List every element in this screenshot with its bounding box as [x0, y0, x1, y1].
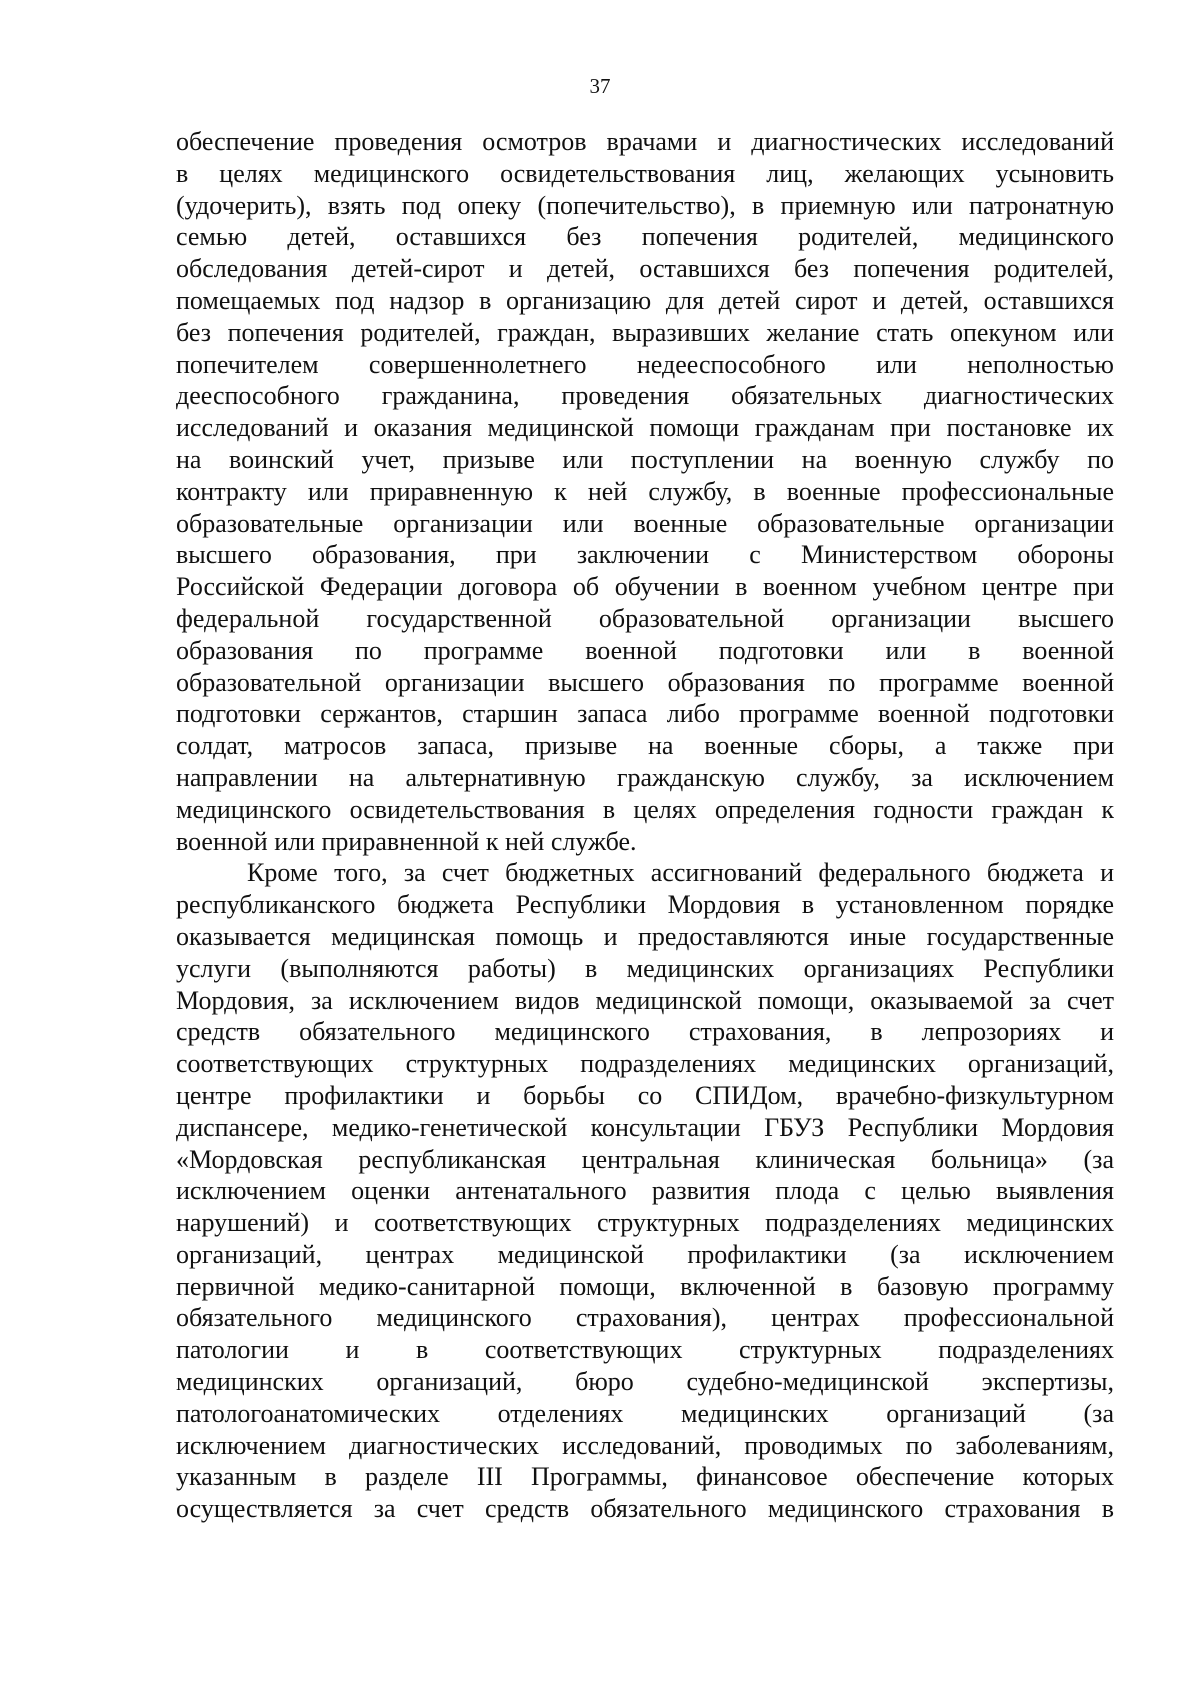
text-line: направлении на альтернативную гражданскую службу, за исключением	[176, 762, 1114, 792]
text-line: республиканского бюджета Республики Мордовия в установленном порядке	[176, 890, 1114, 920]
paragraph	[176, 857, 1114, 1525]
text-line: обязательного медицинского страхования), центрах профессиональной	[176, 1303, 1114, 1333]
text-line: в целях медицинского освидетельствования лиц, желающих усыновить	[176, 158, 1114, 188]
text-line: исключением оценки антенатального развития плода с целью выявления	[176, 1176, 1114, 1206]
text-line: медицинских организаций, бюро судебно-медицинской экспертизы,	[176, 1367, 1114, 1397]
text-line: федеральной государственной образовательной организации высшего	[176, 603, 1114, 633]
text-line: патологии и в соответствующих структурных подразделениях	[176, 1335, 1114, 1365]
text-line: исключением диагностических исследований, проводимых по заболеваниям,	[176, 1430, 1114, 1460]
text-line: организаций, центрах медицинской профилактики (за исключением	[176, 1239, 1114, 1269]
text-line: оказывается медицинская помощь и предоставляются иные государственные	[176, 921, 1114, 951]
text-line: дееспособного гражданина, проведения обязательных диагностических	[176, 381, 1114, 411]
text-line: Российской Федерации договора об обучении в военном учебном центре при	[176, 572, 1114, 602]
text-line: помещаемых под надзор в организацию для детей сирот и детей, оставшихся	[176, 285, 1114, 315]
text-line: диспансере, медико-генетической консультации ГБУЗ Республики Мордовия	[176, 1112, 1114, 1142]
text-line: подготовки сержантов, старшин запаса либо программе военной подготовки	[176, 699, 1114, 729]
text-line: исследований и оказания медицинской помощи гражданам при постановке их	[176, 413, 1114, 443]
text-line: указанным в разделе III Программы, финансовое обеспечение которых	[176, 1462, 1114, 1492]
text-line: солдат, матросов запаса, призыве на военные сборы, а также при	[176, 731, 1114, 761]
text-line: осуществляется за счет средств обязательного медицинского страхования в	[176, 1494, 1114, 1524]
text-line: обследования детей-сирот и детей, оставшихся без попечения родителей,	[176, 254, 1114, 284]
text-line: военной или приравненной к ней службе.	[176, 826, 637, 856]
text-line: высшего образования, при заключении с Министерством обороны	[176, 540, 1114, 570]
text-line: на воинский учет, призыве или поступлении на военную службу по	[176, 444, 1114, 474]
text-line: (удочерить), взять под опеку (попечительство), в приемную или патронатную	[176, 190, 1114, 220]
text-line: центре профилактики и борьбы со СПИДом, врачебно-физкультурном	[176, 1080, 1114, 1110]
text-line: образования по программе военной подготовки или в военной	[176, 635, 1114, 665]
text-line: образовательной организации высшего образования по программе военной	[176, 667, 1114, 697]
text-line: первичной медико-санитарной помощи, включенной в базовую программу	[176, 1271, 1114, 1301]
text-line: попечителем совершеннолетнего недееспособного или неполностью	[176, 349, 1114, 379]
text-line: средств обязательного медицинского страхования, в лепрозориях и	[176, 1017, 1114, 1047]
paragraph	[176, 126, 1114, 857]
text-line: «Мордовская республиканская центральная клиническая больница» (за	[176, 1144, 1114, 1174]
text-line: Мордовия, за исключением видов медицинской помощи, оказываемой за счет	[176, 985, 1114, 1015]
text-line: образовательные организации или военные образовательные организации	[176, 508, 1114, 538]
text-line: Кроме того, за счет бюджетных ассигнований федерального бюджета и	[247, 858, 1114, 888]
text-line: услуги (выполняются работы) в медицинских организациях Республики	[176, 953, 1114, 983]
text-line: соответствующих структурных подразделениях медицинских организаций,	[176, 1049, 1114, 1079]
text-line: патологоанатомических отделениях медицинских организаций (за	[176, 1398, 1114, 1428]
text-line: медицинского освидетельствования в целях определения годности граждан к	[176, 794, 1114, 824]
text-line: нарушений) и соответствующих структурных подразделениях медицинских	[176, 1208, 1114, 1238]
text-line: семью детей, оставшихся без попечения родителей, медицинского	[176, 222, 1114, 252]
text-line: без попечения родителей, граждан, выразивших желание стать опекуном или	[176, 317, 1114, 347]
text-line: обеспечение проведения осмотров врачами и диагностических исследований	[176, 127, 1114, 156]
text-line: контракту или приравненную к ней службу, в военные профессиональные	[176, 476, 1114, 506]
document-body	[176, 126, 1114, 1525]
page-number: 37	[589, 74, 611, 98]
